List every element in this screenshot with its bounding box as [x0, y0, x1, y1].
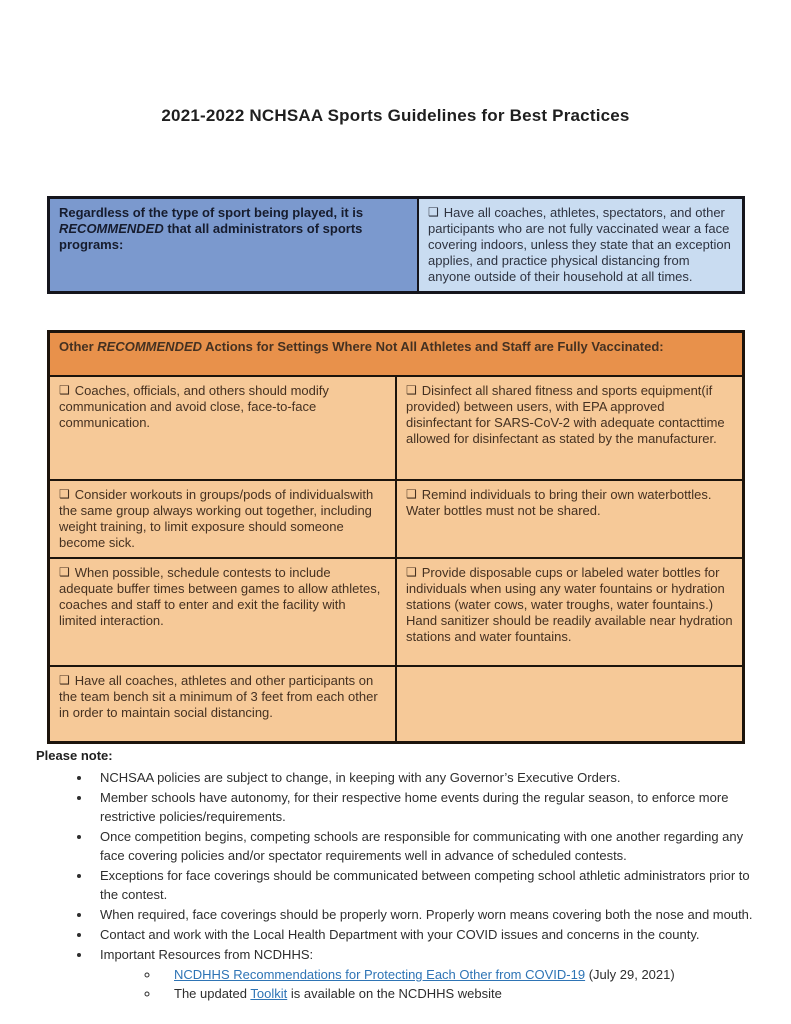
note-item-local-health: • Contact and work with the Local Health Department with your COVID issues and concerns in the county.: [92, 925, 768, 944]
action-cell-communication: [49, 376, 397, 480]
note-item-resources-label: Important Resources from NCDHHS:: [100, 947, 314, 962]
action-cell-team-bench: [49, 666, 397, 743]
toolkit-link[interactable]: Toolkit: [250, 986, 288, 1001]
resources-list: [100, 965, 768, 1003]
notes-heading: Please note:: [36, 748, 113, 763]
action-text: Provide disposable cups or labeled water bottles for individuals when using any water fountains or hydration stations (water cows, water troughs, water fountains.) Hand sanitizer should be readily available near hydration stations and water fountains.: [406, 565, 733, 644]
checkbox-icon: ❑: [59, 565, 70, 579]
checkbox-icon: ❑: [406, 383, 417, 397]
note-item-school-communication: • Once competition begins, competing schools are responsible for communicating with one another regarding any face covering policies and/or spectator requirements well in advance of scheduled contests.: [92, 827, 768, 865]
actions-header-prefix: Other: [59, 339, 98, 354]
actions-row: [49, 480, 744, 558]
ncdhhs-recommendations-link[interactable]: NCDHHS Recommendations for Protecting Each Other from COVID-19: [174, 967, 586, 982]
recommendation-item-cell: [418, 198, 744, 293]
actions-table: [47, 330, 745, 744]
action-text: Remind individuals to bring their own waterbottles. Water bottles must not be shared.: [406, 487, 712, 518]
lead-text-suffix: that all administrators of sports programs:: [59, 221, 363, 252]
note-item-policies-change: • NCHSAA policies are subject to change, in keeping with any Governor’s Executive Orders.: [92, 768, 768, 787]
lead-text-prefix: Regardless of the type of sport being played, it is: [59, 205, 364, 220]
action-cell-disinfect: [396, 376, 744, 480]
page-title: 2021-2022 NCHSAA Sports Guidelines for Best Practices: [161, 106, 630, 125]
resource-item-recommendations: [160, 965, 768, 984]
notes-list: [36, 768, 768, 1003]
note-item-resources: [92, 945, 768, 1003]
action-cell-water-bottles: [396, 480, 744, 558]
resource-text-after: (July 29, 2021): [585, 967, 675, 982]
recommendation-item-text: Have all coaches, athletes, spectators, and other participants who are not fully vaccinated wear a face covering indoors, unless they state that an exception applies, and practice physical distancing from anyone outside of their household at all times.: [428, 205, 731, 284]
recommended-emphasis: RECOMMENDED: [97, 339, 203, 354]
action-cell-empty: [396, 666, 744, 743]
action-text: Have all coaches, athletes and other participants on the team bench sit a minimum of 3 feet from each other in order to maintain social distancing.: [59, 673, 378, 720]
action-cell-schedule-buffer: [49, 558, 397, 666]
checkbox-icon: ❑: [59, 383, 70, 397]
action-text: Disinfect all shared fitness and sports equipment(if provided) between users, with EPA approved disinfectant for SARS-CoV-2 with adequate contacttime allowed for disinfectant as stated by the manufacturer.: [406, 383, 725, 446]
action-cell-workout-pods: [49, 480, 397, 558]
actions-header-cell: [49, 332, 744, 377]
resource-text-after: is available on the NCDHHS website: [287, 986, 502, 1001]
checkbox-icon: ❑: [59, 673, 70, 687]
notes-section: [36, 746, 768, 1004]
action-text: Consider workouts in groups/pods of individualswith the same group always working out together, including weight training, to limit exposure should someone become sick.: [59, 487, 374, 550]
actions-header-row: [49, 332, 744, 377]
recommendation-lead-cell: [49, 198, 419, 293]
actions-header-suffix: Actions for Settings Where Not All Athletes and Staff are Fully Vaccinated:: [202, 339, 664, 354]
note-item-exceptions: • Exceptions for face coverings should be communicated between competing school athletic administrators prior to the contest.: [92, 866, 768, 904]
checkbox-icon: ❑: [406, 565, 417, 579]
checkbox-icon: ❑: [59, 487, 70, 501]
actions-row: [49, 666, 744, 743]
action-cell-disposable-cups: [396, 558, 744, 666]
checkbox-icon: ❑: [406, 487, 417, 501]
recommended-emphasis: RECOMMENDED: [59, 221, 164, 236]
resource-text-before: The updated: [174, 986, 251, 1001]
note-item-school-autonomy: • Member schools have autonomy, for their respective home events during the regular season, to enforce more restrictive policies/requirements.: [92, 788, 768, 826]
recommendation-row: [49, 198, 744, 293]
action-text: When possible, schedule contests to include adequate buffer times between games to allow athletes, coaches and staff to enter and exit the facility with limited interaction.: [59, 565, 381, 628]
action-text: Coaches, officials, and others should modify communication and avoid close, face-to-face communication.: [59, 383, 329, 430]
note-item-properly-worn: • When required, face coverings should be properly worn. Properly worn means covering both the nose and mouth.: [92, 905, 768, 924]
actions-row: [49, 376, 744, 480]
checkbox-icon: ❑: [428, 205, 439, 219]
recommendation-table: [47, 196, 745, 294]
actions-row: [49, 558, 744, 666]
resource-item-toolkit: [160, 984, 768, 1003]
